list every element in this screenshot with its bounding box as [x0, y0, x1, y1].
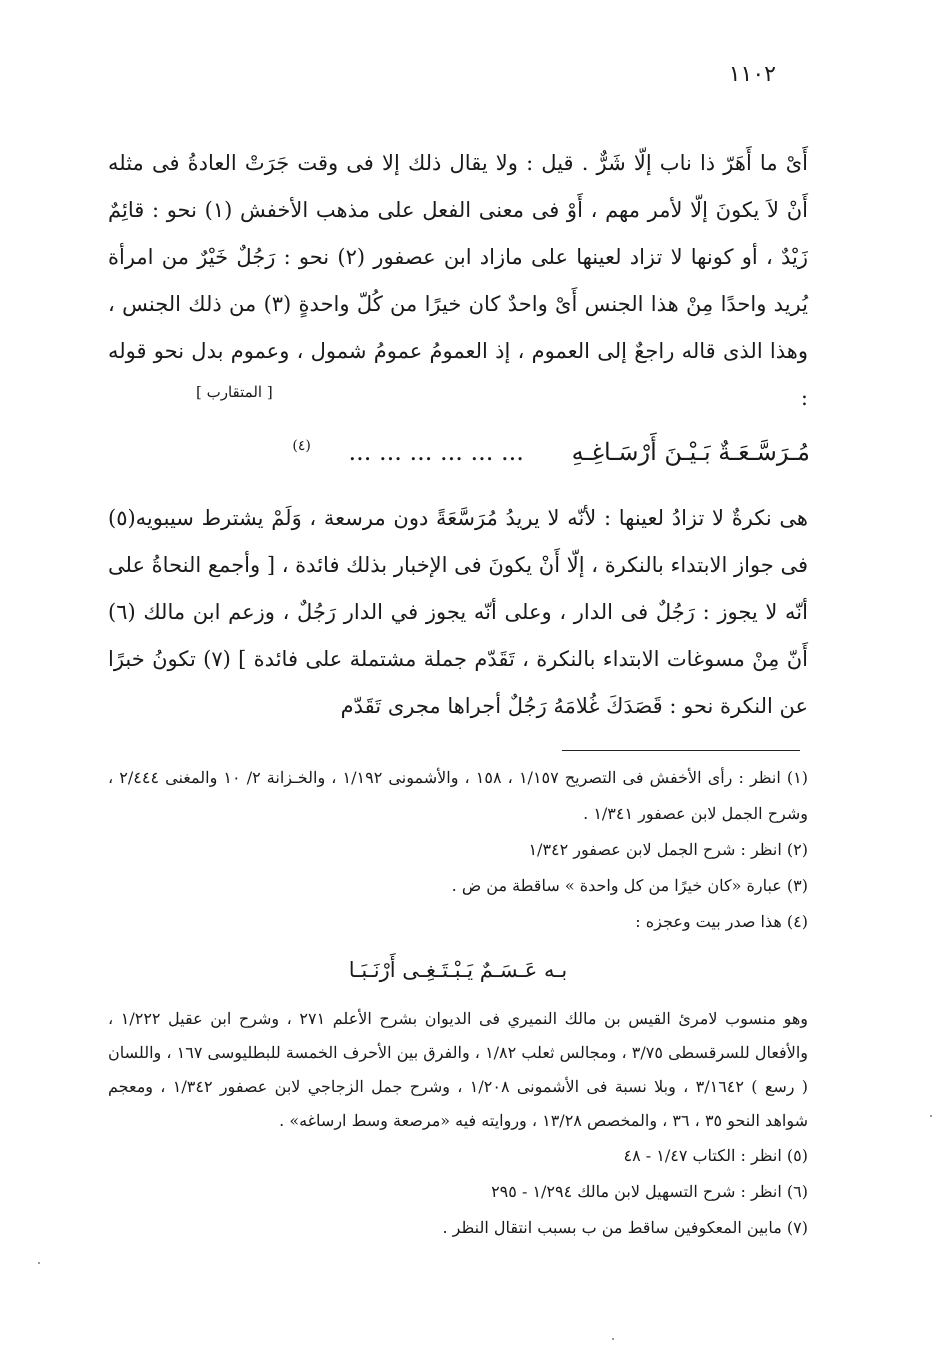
verse-footnote-ref: (٤) — [292, 438, 311, 454]
footnote-4-continuation: وهو منسوب لامرئ القيس بن مالك النميري فى الديوان بشرح الأعلم ٢٧١ ، وشرح ابن عقيل ١/٢٢٢ ، والأفعال للسرقسطى ٣/٧٥ ، ومجالس ثعلب ١/٨٢ ، والفرق بين الأحرف الخمسة للبطليوسى ١٦٧ ، واللسان ( رسع ) ٣/١٦٤٢ ، وبلا نسبة فى الأشمونى ١/٢٠٨ ، وشرح جمل الزجاجي لابن عصفور ١/٣٤٢ ، ومعجم شواهد النحو ٣٥ ، ٣٦ ، والمخصص ١٣/٢٨ ، وروايته فيه «مرصعة وسط ارساغه» . — [108, 1009, 809, 1130]
body-paragraph-2: هى نكرةٌ لا تزادُ لعينها : لأنّه لا يريدُ مُرَسَّعَةً دون مرسعة ، وَلَمْ يشترط سيبويه(٥) فى جواز الابتداء بالنكرة ، إلّا أَنْ يكونَ فى الإخبار بذلك فائدة ، [ وأجمع النحاةُ على أنّه لا يجوز : رَجُلٌ فى الدار ، وعلى أنّه يجوز في الدار رَجُلٌ ، وزعم ابن مالك (٦) أَنّ مِنْ مسوغات الابتداء بالنكرة ، تَقَدّم جملة مشتملة على فائدة ] (٧) تكونُ خبرًا عن النكرة نحو : قَصَدَكَ غُلامَهُ رَجُلٌ أجراها مجرى تَقَدّم — [108, 506, 808, 718]
poetry-verse — [160, 438, 810, 466]
footnote-4: (٤) هذا صدر بيت وعجزه : — [635, 912, 808, 931]
verse-hemistich: مُـرَسَّـعَـةٌ بَـيْـنَ أَرْسَـاغِـهِ — [571, 438, 810, 466]
footnote-6: (٦) انظر : شرح التسهيل لابن مالك ١/٢٩٤ - ٢٩٥ — [491, 1182, 808, 1201]
footnote-verse: بـه عَـسَـمٌ يَـبْـتَـغِـى أَرْنَـبَـا — [348, 958, 568, 982]
verse-meter-label: [ المتقارب ] — [196, 383, 273, 401]
scan-speck — [930, 1115, 932, 1117]
footnote-separator — [562, 750, 800, 751]
footnote-3: (٣) عبارة «كان خيرًا من كل واحدة » ساقطة من ض . — [451, 876, 808, 895]
scan-speck — [612, 1338, 614, 1340]
footnote-7: (٧) مابين المعكوفين ساقط من ب بسبب انتقال النظر . — [442, 1218, 808, 1237]
footnote-5: (٥) انظر : الكتاب ١/٤٧ - ٤٨ — [623, 1146, 808, 1165]
page-number: ١١٠٢ — [728, 62, 776, 87]
scan-speck — [38, 1262, 40, 1264]
footnote-2: (٢) انظر : شرح الجمل لابن عصفور ١/٣٤٢ — [528, 840, 808, 859]
footnotes-section — [108, 760, 808, 1246]
body-paragraph-1: أَىْ ما أَهَرّ ذا ناب إلّا شَرٌّ . قيل : ولا يقال ذلك إلا فى وقت جَرَتْ العادةُ فى مثله أَنْ لاَ يكونَ إلّا لأمر مهم ، أَوْ فى معنى الفعل على مذهب الأخفش (١) نحو : قائِمٌ زَيْدٌ ، أو كونها لا تزاد لعينها على مازاد ابن عصفور (٢) نحو : رَجُلٌ خَيْرٌ من امرأة يُريد واحدًا مِنْ هذا الجنس أَىْ واحدٌ كان خيرًا من كُلّ واحدةٍ (٣) من ذلك الجنس ، وهذا الذى قاله راجعٌ إلى العموم ، إذ العمومُ عمومُ شمول ، وعموم بدل نحو قوله : — [108, 151, 808, 410]
verse-ellipsis: ... ... ... ... ... ... — [348, 438, 524, 466]
footnote-1: (١) انظر : رأى الأخفش فى التصريح ١/١٥٧ ، ١٥٨ ، والأشمونى ١/١٩٢ ، والخـزانة ٢/ ١٠ والمغنى ٢/٤٤٤ ، وشرح الجمل لابن عصفور ١/٣٤١ . — [108, 768, 809, 823]
